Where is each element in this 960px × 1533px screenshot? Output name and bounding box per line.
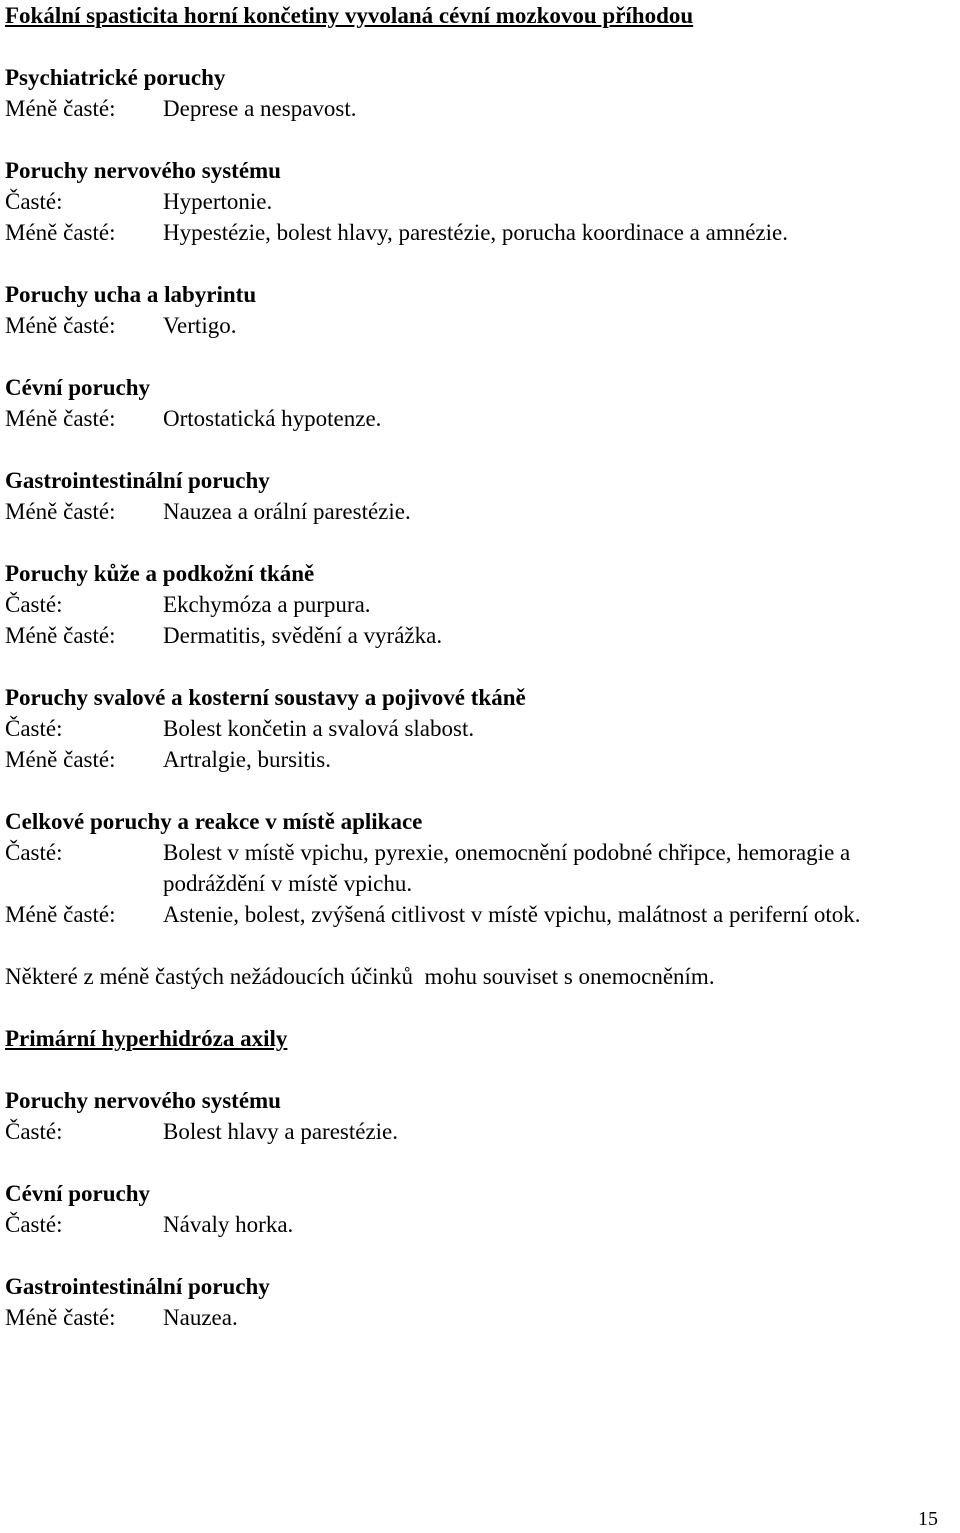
- note-text: Některé z méně častých nežádoucích účinků mohu souviset s onemocněním.: [5, 964, 715, 989]
- frequency-label: Méně časté:: [5, 623, 116, 648]
- spacer: [5, 992, 955, 1023]
- frequency-label: Časté:: [5, 592, 63, 617]
- section-title-spasticity: Fokální spasticita horní končetiny vyvolaná cévní mozkovou příhodou: [5, 3, 694, 28]
- frequency-label: Časté:: [5, 189, 63, 214]
- reaction-text: Artralgie, bursitis.: [163, 747, 331, 772]
- soc-group: [5, 62, 955, 155]
- reaction-text: Ekchymóza a purpura.: [163, 592, 371, 617]
- hyperhidrosis-adverse-effects: [5, 1085, 955, 1364]
- soc-group: [5, 155, 955, 279]
- frequency-row: [5, 620, 955, 651]
- spacer: [5, 1333, 955, 1364]
- frequency-row: [5, 1116, 955, 1147]
- frequency-row: [5, 403, 955, 434]
- frequency-label: Časté:: [5, 1212, 63, 1237]
- spacer: [5, 1240, 955, 1271]
- soc-group: [5, 465, 955, 558]
- frequency-label: Časté:: [5, 1119, 63, 1144]
- reaction-text: Bolest hlavy a parestézie.: [163, 1119, 399, 1144]
- frequency-label: Časté:: [5, 840, 63, 865]
- soc-heading: Celkové poruchy a reakce v místě aplikace: [5, 809, 423, 834]
- frequency-row: [5, 837, 955, 899]
- reaction-text: Nauzea.: [163, 1305, 238, 1330]
- soc-heading: Poruchy ucha a labyrintu: [5, 282, 257, 307]
- soc-group: [5, 1085, 955, 1178]
- frequency-row: [5, 744, 955, 775]
- frequency-row: [5, 589, 955, 620]
- soc-heading: Poruchy svalové a kosterní soustavy a pojivové tkáně: [5, 685, 526, 710]
- frequency-label: Méně časté:: [5, 313, 116, 338]
- frequency-label: Méně časté:: [5, 499, 116, 524]
- frequency-label: Méně časté:: [5, 406, 116, 431]
- frequency-label: Méně časté:: [5, 902, 116, 927]
- soc-heading: Gastrointestinální poruchy: [5, 468, 270, 493]
- spacer: [5, 248, 955, 279]
- soc-heading: Poruchy nervového systému: [5, 158, 281, 183]
- soc-heading: Poruchy kůže a podkožní tkáně: [5, 561, 315, 586]
- spacer: [5, 341, 955, 372]
- section-title-hyperhidrosis: Primární hyperhidróza axily: [5, 1026, 288, 1051]
- soc-group: [5, 1271, 955, 1364]
- reaction-text: Nauzea a orální parestézie.: [163, 499, 411, 524]
- reaction-text: Astenie, bolest, zvýšená citlivost v místě vpichu, malátnost a periferní otok.: [163, 902, 861, 927]
- frequency-label: Méně časté:: [5, 220, 116, 245]
- reaction-text: Návaly horka.: [163, 1212, 294, 1237]
- soc-group: [5, 372, 955, 465]
- page-number: 15: [918, 1508, 938, 1530]
- frequency-row: [5, 899, 955, 930]
- frequency-label: Časté:: [5, 716, 63, 741]
- reaction-text: Bolest v místě vpichu, pyrexie, onemocnění podobné chřipce, hemoragie a podráždění v místě vpichu.: [163, 840, 851, 896]
- soc-heading: Cévní poruchy: [5, 375, 151, 400]
- frequency-label: Méně časté:: [5, 96, 116, 121]
- soc-group: [5, 1178, 955, 1271]
- soc-heading: Gastrointestinální poruchy: [5, 1274, 270, 1299]
- frequency-label: Méně časté:: [5, 1305, 116, 1330]
- reaction-text: Vertigo.: [163, 313, 237, 338]
- soc-heading: Cévní poruchy: [5, 1181, 151, 1206]
- frequency-row: [5, 713, 955, 744]
- soc-heading: Poruchy nervového systému: [5, 1088, 281, 1113]
- soc-group: [5, 558, 955, 682]
- reaction-text: Dermatitis, svědění a vyrážka.: [163, 623, 443, 648]
- spacer: [5, 124, 955, 155]
- soc-heading: Psychiatrické poruchy: [5, 65, 226, 90]
- spacer: [5, 775, 955, 806]
- reaction-text: Deprese a nespavost.: [163, 96, 357, 121]
- spacer: [5, 1147, 955, 1178]
- frequency-row: [5, 496, 955, 527]
- soc-group: [5, 279, 955, 372]
- soc-group: [5, 682, 955, 806]
- frequency-row: [5, 1302, 955, 1333]
- spacer: [5, 434, 955, 465]
- frequency-row: [5, 93, 955, 124]
- spacer: [5, 651, 955, 682]
- soc-group: [5, 806, 955, 961]
- spacer: [5, 930, 955, 961]
- frequency-row: [5, 1209, 955, 1240]
- frequency-label: Méně časté:: [5, 747, 116, 772]
- reaction-text: Ortostatická hypotenze.: [163, 406, 382, 431]
- frequency-row: [5, 310, 955, 341]
- frequency-row: [5, 217, 955, 248]
- reaction-text: Hypertonie.: [163, 189, 273, 214]
- spacer: [5, 31, 955, 62]
- spacer: [5, 1054, 955, 1085]
- frequency-row: [5, 186, 955, 217]
- spacer: [5, 527, 955, 558]
- spasticity-adverse-effects: [5, 62, 955, 961]
- reaction-text: Hypestézie, bolest hlavy, parestézie, porucha koordinace a amnézie.: [163, 220, 788, 245]
- reaction-text: Bolest končetin a svalová slabost.: [163, 716, 475, 741]
- document-page: [5, 0, 955, 1364]
